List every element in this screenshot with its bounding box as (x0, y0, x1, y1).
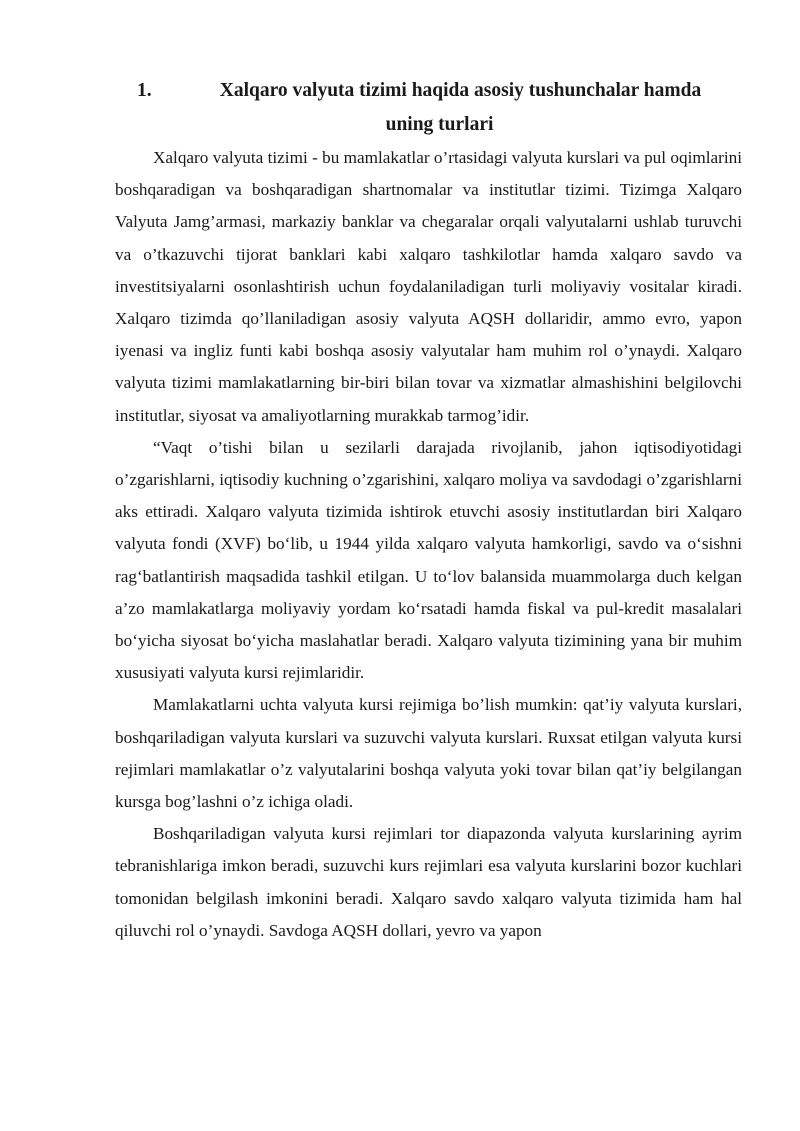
section-title-line-1: Xalqaro valyuta tizimi haqida asosiy tushunchalar hamda (219, 80, 702, 101)
section-heading (115, 74, 742, 142)
section-title-line-2: uning turlari (385, 114, 494, 135)
paragraph-2: “Vaqt o’tishi bilan u sezilarli darajada rivojlanib, jahon iqtisodiyotidagi o’zgarishlarni, iqtisodiy kuchning o’zgarishini, xalqaro moliya va savdodagi o’zgarishlarni aks ettiradi. Xalqaro valyuta tizimida ishtirok etuvchi asosiy institutlardan biri Xalqaro valyuta fondi (XVF) bo‘lib, u 1944 yilda xalqaro valyuta hamkorligi, savdo va o‘sishni rag‘batlantirish maqsadida tashkil etilgan. U to‘lov balansida muammolarga duch kelgan a’zo mamlakatlarga moliyaviy yordam ko‘rsatadi hamda fiskal va pul-kredit masalalari bo‘yicha siyosat bo‘yicha maslahatlar beradi. Xalqaro valyuta tizimining yana bir muhim xususiyati valyuta kursi rejimlaridir. (115, 437, 742, 683)
section-number: 1. (137, 80, 152, 101)
paragraph-1: Xalqaro valyuta tizimi - bu mamlakatlar o’rtasidagi valyuta kurslari va pul oqimlarini boshqaradigan va boshqaradigan shartnomalar va institutlar tizimi. Tizimga Xalqaro Valyuta Jamg’armasi, markaziy banklar va chegaralar orqali valyutalarni ushlab turuvchi va o’tkazuvchi tijorat banklari kabi xalqaro tashkilotlar hamda xalqaro savdo va investitsiyalarni osonlashtirish uchun foydalaniladigan turli moliyaviy vositalar kiradi. Xalqaro tizimda qo’llaniladigan asosiy valyuta AQSH dollaridir, ammo evro, yapon iyenasi va ingliz funti kabi boshqa asosiy valyutalar ham muhim rol o’ynaydi. Xalqaro valyuta tizimi mamlakatlarning bir-biri bilan tovar va xizmatlar almashishini belgilovchi institutlar, siyosat va amaliyotlarning murakkab tarmog’idir. (115, 148, 742, 425)
document-page (115, 74, 742, 947)
paragraph-3: Mamlakatlarni uchta valyuta kursi rejimiga bo’lish mumkin: qat’iy valyuta kurslari, boshqariladigan valyuta kurslari va suzuvchi valyuta kurslari. Ruxsat etilgan valyuta kursi rejimlari mamlakatlar o’z valyutalarini boshqa valyuta yoki tovar bilan qat’iy belgilangan kursga bog’lashni o’z ichiga oladi. (115, 695, 742, 812)
paragraph-4: Boshqariladigan valyuta kursi rejimlari tor diapazonda valyuta kurslarining ayrim tebranishlariga imkon beradi, suzuvchi kurs rejimlari esa valyuta kurslarini bozor kuchlari tomonidan belgilash imkonini beradi. Xalqaro savdo xalqaro valyuta tizimida ham hal qiluvchi rol o’ynaydi. Savdoga AQSH dollari, yevro va yapon (115, 824, 742, 940)
